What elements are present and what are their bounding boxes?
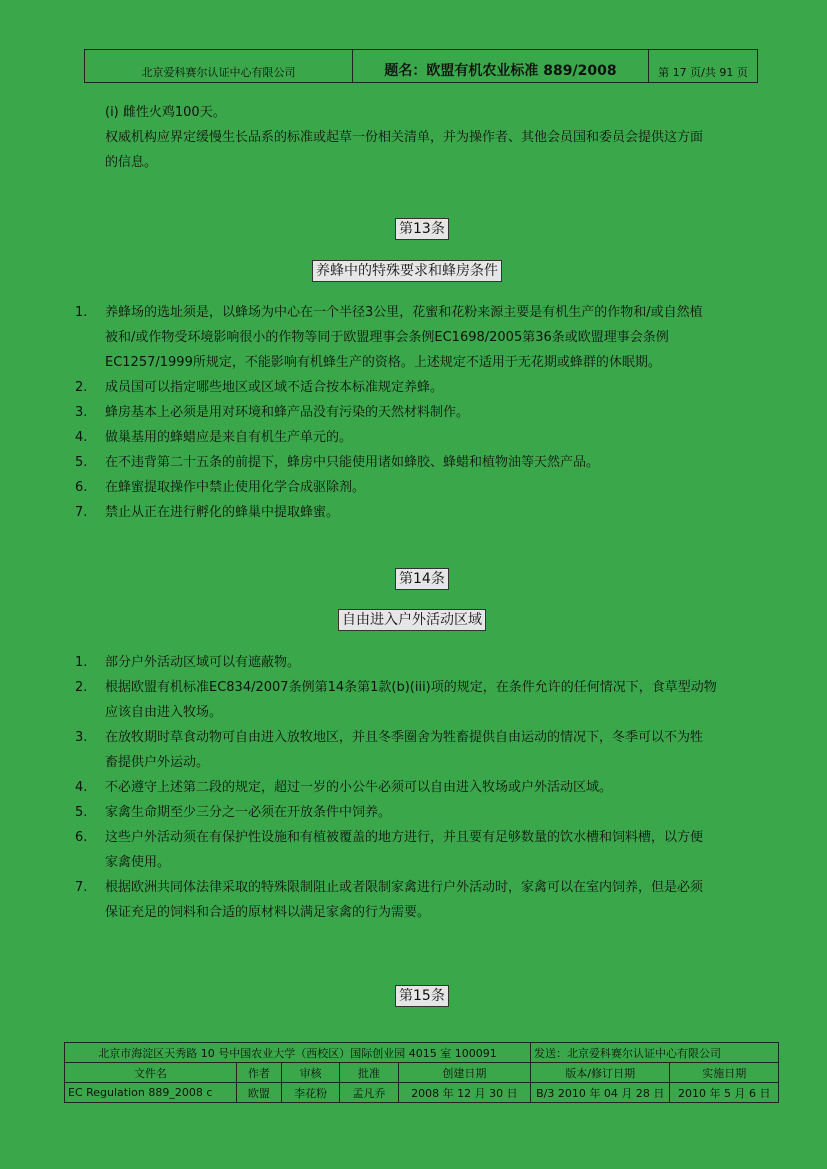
article-14-item-number: 3. bbox=[75, 730, 88, 745]
article-14-item-text: 根据欧洲共同体法律采取的特殊限制阻止或者限制家禽进行户外活动时，家禽可以在室内饲养，但是必须 bbox=[105, 880, 704, 895]
footer-value-cell: B/3 2010 年 04 月 28 日 bbox=[531, 1083, 670, 1103]
footer-value-cell: 欧盟 bbox=[236, 1083, 281, 1103]
article-14-item-text: 家禽生命期至少三分之一必须在开放条件中饲养。 bbox=[105, 805, 392, 820]
footer-label-cell: 创建日期 bbox=[398, 1063, 530, 1083]
article-14-item-text: 不必遵守上述第二段的规定，超过一岁的小公牛必须可以自由进入牧场或户外活动区域。 bbox=[105, 780, 613, 795]
article-15-number: 第15条 bbox=[395, 985, 449, 1007]
article-13-item-text: 在蜂蜜提取操作中禁止使用化学合成驱除剂。 bbox=[105, 480, 366, 495]
article-14-item-text: 应该自由进入牧场。 bbox=[105, 705, 223, 720]
article-14-item-number: 1. bbox=[75, 655, 88, 670]
article-13-number: 第13条 bbox=[395, 218, 449, 240]
intro-line-1: 权威机构应界定缓慢生长品系的标准或起草一份相关清单，并为操作者、其他会员国和委员会提供这方面 bbox=[105, 130, 704, 145]
footer-label-cell: 审核 bbox=[281, 1063, 339, 1083]
article-13-item-text: 养蜂场的选址须是，以蜂场为中心在一个半径3公里，花蜜和花粉来源主要是有机生产的作物和/或自然植 bbox=[105, 305, 703, 320]
footer-label-cell: 版本/修订日期 bbox=[531, 1063, 670, 1083]
footer-table bbox=[64, 1042, 779, 1103]
article-13-item-number: 4. bbox=[75, 430, 88, 445]
header-company: 北京爱科赛尔认证中心有限公司 bbox=[85, 50, 353, 82]
footer-label-cell: 作者 bbox=[236, 1063, 281, 1083]
article-13-title: 养蜂中的特殊要求和蜂房条件 bbox=[312, 260, 502, 282]
footer-label-row bbox=[65, 1063, 779, 1083]
footer-label-cell: 实施日期 bbox=[670, 1063, 779, 1083]
footer-sent: 发送：北京爱科赛尔认证中心有限公司 bbox=[531, 1043, 779, 1063]
article-13-item-number: 7. bbox=[75, 505, 88, 520]
article-14-title: 自由进入户外活动区域 bbox=[338, 609, 486, 631]
article-13-item-number: 5. bbox=[75, 455, 88, 470]
footer-value-cell: 李花粉 bbox=[281, 1083, 339, 1103]
article-14-item-number: 4. bbox=[75, 780, 88, 795]
footer-label-cell: 文件名 bbox=[65, 1063, 237, 1083]
footer-value-cell: 孟凡乔 bbox=[340, 1083, 398, 1103]
article-14-item-text: 保证充足的饲料和合适的原材料以满足家禽的行为需要。 bbox=[105, 905, 431, 920]
footer-label-cell: 批准 bbox=[340, 1063, 398, 1083]
article-14-item-text: 这些户外活动须在有保护性设施和有植被覆盖的地方进行，并且要有足够数量的饮水槽和饲料槽，以方便 bbox=[105, 830, 704, 845]
footer-value-cell: 2008 年 12 月 30 日 bbox=[398, 1083, 530, 1103]
article-13-item-number: 6. bbox=[75, 480, 88, 495]
article-14-item-number: 2. bbox=[75, 680, 88, 695]
article-13-item-number: 3. bbox=[75, 405, 88, 420]
article-14-item-number: 6. bbox=[75, 830, 88, 845]
article-13-item-number: 2. bbox=[75, 380, 88, 395]
footer-value-cell: 2010 年 5 月 6 日 bbox=[670, 1083, 779, 1103]
article-13-item-text: 蜂房基本上必须是用对环境和蜂产品没有污染的天然材料制作。 bbox=[105, 405, 470, 420]
page-header bbox=[84, 49, 758, 83]
header-title: 题名：欧盟有机农业标准 889/2008 bbox=[353, 50, 649, 82]
footer-address: 北京市海淀区天秀路 10 号中国农业大学（西校区）国际创业园 4015 室 100091 bbox=[65, 1043, 531, 1063]
article-13-item-text: 在不违背第二十五条的前提下，蜂房中只能使用诸如蜂胶、蜂蜡和植物油等天然产品。 bbox=[105, 455, 600, 470]
intro-item-i: (i) 雌性火鸡100天。 bbox=[105, 105, 226, 120]
header-page-number: 第 17 页/共 91 页 bbox=[658, 66, 748, 79]
article-13-item-text: 被和/或作物受环境影响很小的作物等同于欧盟理事会条例EC1698/2005第36条或欧盟理事会条例 bbox=[105, 330, 669, 345]
article-14-item-text: 在放牧期时草食动物可自由进入放牧地区，并且冬季圈舍为牲畜提供自由运动的情况下，冬季可以不为牲 bbox=[105, 730, 704, 745]
article-14-number: 第14条 bbox=[395, 568, 449, 590]
article-14-item-text: 根据欧盟有机标准EC834/2007条例第14条第1款(b)(iii)项的规定，在条件允许的任何情况下，食草型动物 bbox=[105, 680, 717, 695]
article-14-item-text: 畜提供户外运动。 bbox=[105, 755, 210, 770]
intro-line-2: 的信息。 bbox=[105, 155, 158, 170]
footer-value-cell: EC Regulation 889_2008 c bbox=[65, 1083, 237, 1103]
article-13-item-text: 做巢基用的蜂蜡应是来自有机生产单元的。 bbox=[105, 430, 353, 445]
footer-value-row bbox=[65, 1083, 779, 1103]
article-14-item-text: 部分户外活动区域可以有遮蔽物。 bbox=[105, 655, 301, 670]
article-14-item-text: 家禽使用。 bbox=[105, 855, 171, 870]
article-13-item-number: 1. bbox=[75, 305, 88, 320]
article-13-item-text: 禁止从正在进行孵化的蜂巢中提取蜂蜜。 bbox=[105, 505, 340, 520]
article-13-item-text: EC1257/1999所规定，不能影响有机蜂生产的资格。上述规定不适用于无花期或蜂群的休眠期。 bbox=[105, 355, 661, 370]
article-13-item-text: 成员国可以指定哪些地区或区域不适合按本标准规定养蜂。 bbox=[105, 380, 444, 395]
article-14-item-number: 5. bbox=[75, 805, 88, 820]
article-14-item-number: 7. bbox=[75, 880, 88, 895]
